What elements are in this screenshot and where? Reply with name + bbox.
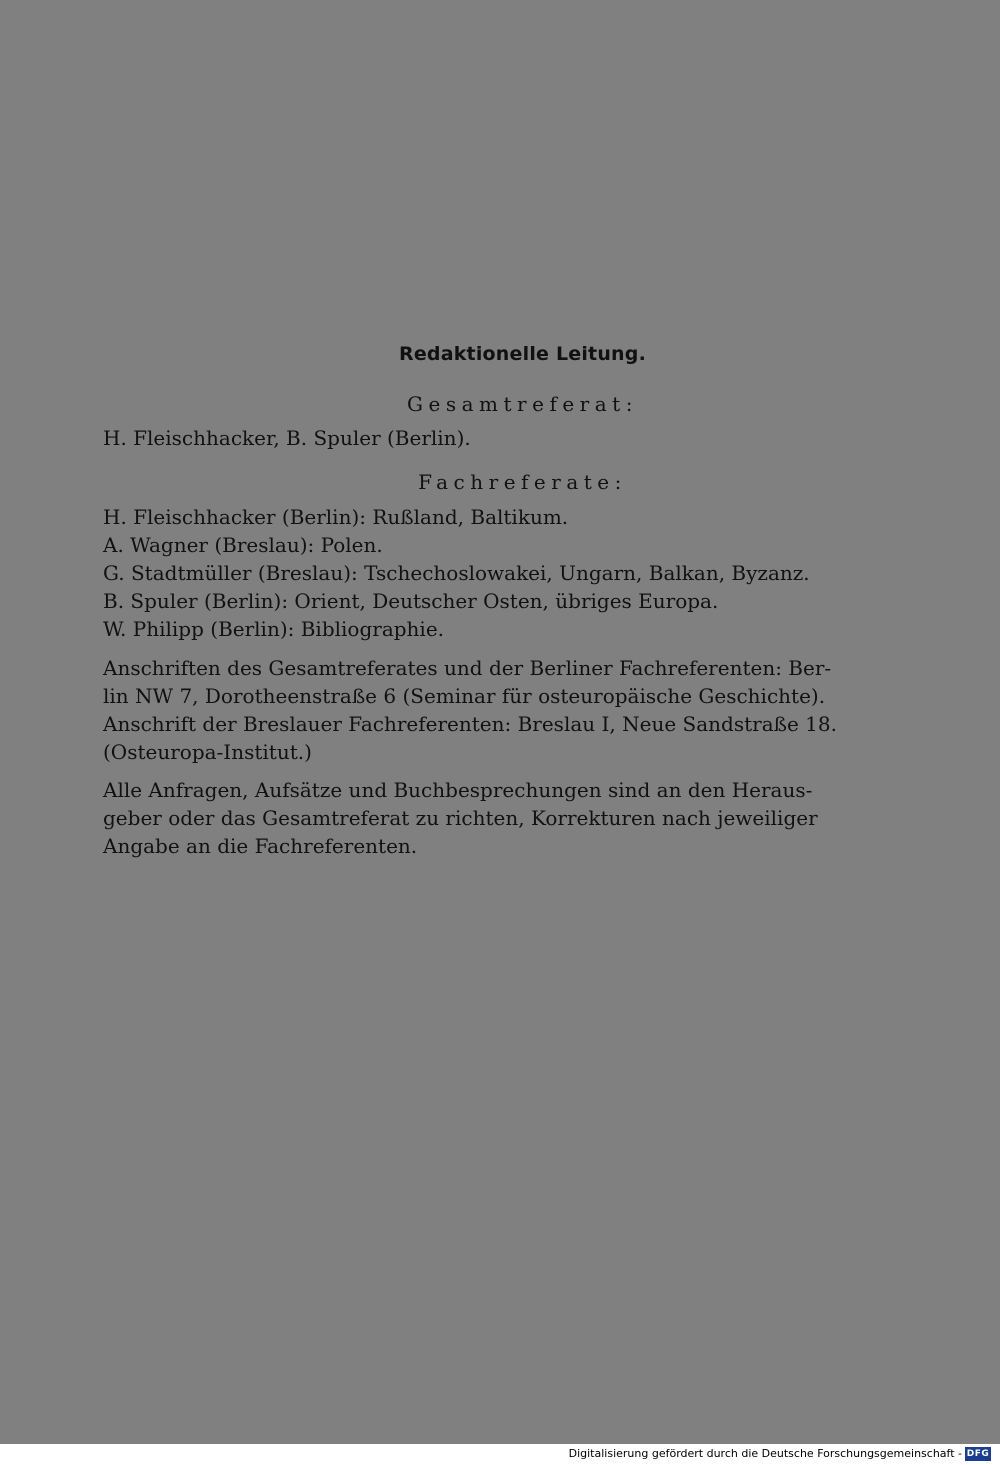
fachreferate-title: Fachreferate:: [418, 470, 627, 494]
fachreferat-line-1: H. Fleischhacker (Berlin): Rußland, Baltikum.: [103, 505, 569, 529]
anschriften-line-2: lin NW 7, Dorotheenstraße 6 (Seminar für osteuropäische Geschichte).: [103, 684, 826, 708]
editorial-heading: Redaktionelle Leitung.: [398, 343, 647, 365]
dfg-logo-icon: DFG: [966, 1449, 990, 1459]
anfragen-line-1: Alle Anfragen, Aufsätze und Buchbesprechungen sind an den Heraus-: [103, 778, 813, 802]
anfragen-line-3: Angabe an die Fachreferenten.: [103, 834, 418, 858]
anschriften-line-1: Anschriften des Gesamtreferates und der Berliner Fachreferenten: Ber-: [103, 656, 832, 680]
anschriften-line-4: (Osteuropa-Institut.): [103, 740, 312, 764]
funding-notice: Digitalisierung gefördert durch die Deutsche Forschungsgemeinschaft -: [568, 1447, 962, 1460]
anschriften-line-3: Anschrift der Breslauer Fachreferenten: Breslau I, Neue Sandstraße 18.: [103, 712, 837, 736]
footer-bar: [0, 1444, 1000, 1465]
gesamtreferat-line: H. Fleischhacker, B. Spuler (Berlin).: [103, 426, 471, 450]
fachreferat-line-5: W. Philipp (Berlin): Bibliographie.: [103, 617, 445, 641]
fachreferat-line-3: [103, 561, 940, 585]
fachreferat-line-3-text: G. Stadtmüller (Breslau): Tschechoslowakei, Ungarn, Balkan, Byzanz.: [103, 561, 810, 585]
fachreferat-line-2: A. Wagner (Breslau): Polen.: [103, 533, 383, 557]
fachreferat-line-4: B. Spuler (Berlin): Orient, Deutscher Osten, übriges Europa.: [103, 589, 719, 613]
gesamtreferat-title: Gesamtreferat:: [407, 392, 638, 416]
anfragen-line-2: geber oder das Gesamtreferat zu richten, Korrekturen nach jeweiliger: [103, 806, 818, 830]
